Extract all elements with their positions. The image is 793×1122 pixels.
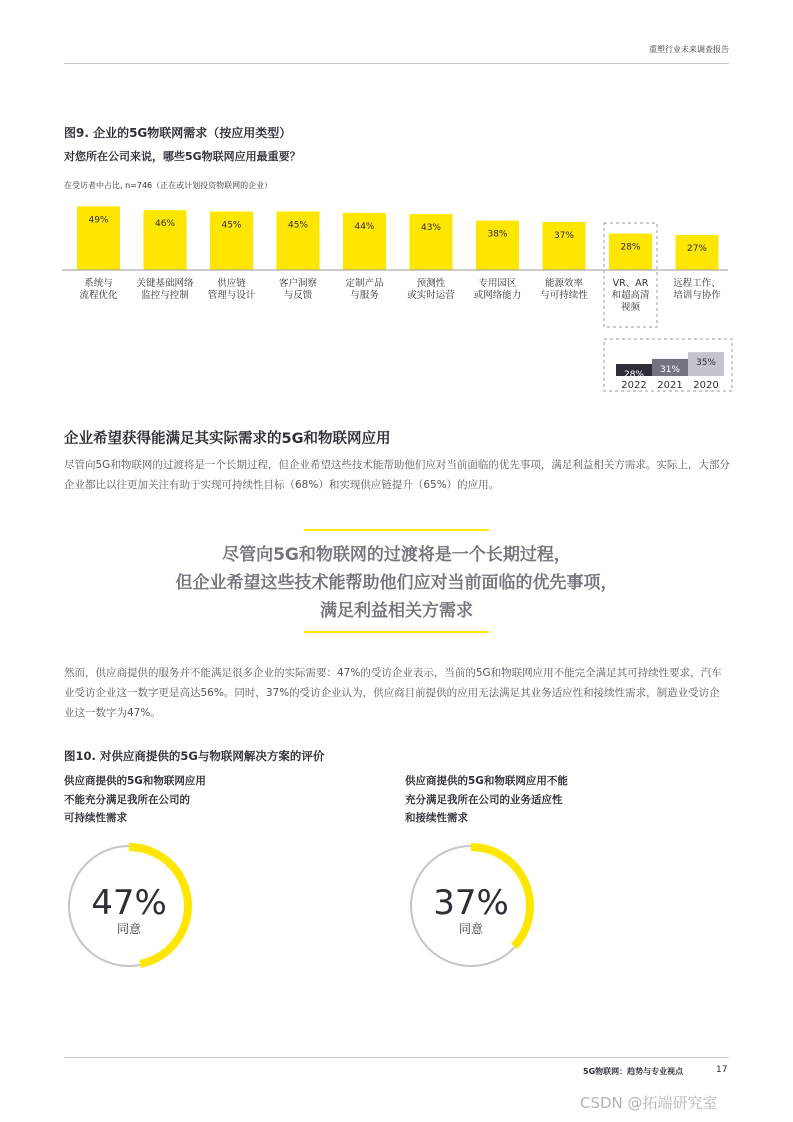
bar-value-label: 46% (154, 219, 176, 230)
category-label: 监控与控制 (141, 290, 189, 301)
category-label: 或实时运营 (407, 290, 455, 301)
category-label: 与可持续性 (540, 290, 588, 301)
pull-quote-line: 但企业希望这些技术能帮助他们应对当前面临的优先事项， (175, 573, 618, 593)
figure10-title: 图10. 对供应商提供的5G与物联网解决方案的评价 (64, 749, 325, 763)
bar-value-label: 38% (487, 229, 508, 240)
category-label: 系统与 (84, 278, 113, 289)
pull-quote (100, 541, 693, 625)
category-label: 专用园区 (478, 278, 517, 289)
page-number: 17 (716, 1065, 728, 1075)
category-label: VR、AR (612, 278, 649, 289)
category-label: 管理与设计 (207, 290, 256, 301)
trend-value-label: 31% (659, 364, 681, 375)
category-label: 预测性 (416, 278, 446, 289)
donut-caption-resilience (405, 772, 645, 828)
donut-caption-sustainability (64, 772, 284, 828)
caption-line: 充分满足我所在公司的业务适应性 (405, 793, 563, 806)
quote-rule-top (304, 529, 489, 531)
category-label: 与服务 (350, 290, 379, 301)
pull-quote-line: 尽管向5G和物联网的过渡将是一个长期过程， (222, 545, 571, 565)
category-label: 培训与协作 (673, 290, 721, 301)
watermark: CSDN @拓端研究室 (580, 1094, 718, 1112)
bar-value-label: 27% (686, 243, 708, 254)
quote-rule-bottom (304, 631, 489, 633)
bar-value-label: 43% (420, 223, 442, 234)
donut-value: 37% (433, 883, 509, 923)
bar-value-label: 45% (287, 220, 309, 231)
donut-value: 47% (91, 883, 167, 923)
donut-sublabel: 同意 (458, 922, 483, 936)
body-paragraph-1: 尽管向5G和物联网的过渡将是一个长期过程，但企业希望这些技术能帮助他们应对当前面临的优先事项，满足利益相关方需求。实际上，大部分企业都比以往更加关注有助于实现可持续性目标（68%）和实现供应链提升（65%）的应用。 (64, 459, 730, 491)
footer-divider (64, 1057, 729, 1058)
category-label: 或网络能力 (473, 290, 522, 301)
category-label: 定制产品 (345, 278, 384, 289)
category-label: 供应链 (217, 278, 246, 289)
caption-line: 不能充分满足我所在公司的 (64, 793, 190, 806)
bar (476, 221, 519, 270)
category-label: 视频 (620, 302, 641, 313)
bar-value-label: 37% (553, 230, 575, 241)
header-divider (64, 63, 729, 64)
figure9-bar-chart (60, 195, 740, 395)
caption-line: 可持续性需求 (64, 812, 127, 824)
category-label: 客户洞察 (278, 278, 318, 289)
category-label: 能源效率 (544, 278, 584, 289)
donut-chart-sustainability (66, 843, 192, 969)
trend-value-label: 28% (623, 370, 645, 380)
caption-line: 供应商提供的5G和物联网应用 (64, 775, 206, 787)
category-label: 远程工作、 (673, 278, 721, 289)
trend-year-label: 2022 (621, 380, 647, 391)
trend-year-label: 2020 (693, 380, 719, 391)
section-heading: 企业希望获得能满足其实际需求的5G和物联网应用 (64, 431, 391, 447)
caption-line: 供应商提供的5G和物联网应用不能 (405, 775, 568, 787)
figure9-note: 在受访者中占比, n=746（正在或计划投资物联网的企业） (64, 181, 273, 190)
bar-value-label: 28% (620, 242, 641, 253)
report-title: 重塑行业未来调查报告 (649, 45, 729, 54)
trend-value-label: 35% (695, 358, 717, 369)
body-paragraph-2: 然而，供应商提供的服务并不能满足很多企业的实际需要：47%的受访企业表示，当前的5G和物联网应用不能完全满足其可持续性要求，汽车业受访企业这一数字更是高达56%。同时，37%的受访企业认为，供应商目前提供的应用无法满足其业务适应性和接续性需求，制造业受访企业这一数字为47%。 (64, 667, 722, 719)
bar-value-label: 49% (88, 215, 109, 226)
figure9-question: 对您所在公司来说，哪些5G物联网应用最重要？ (64, 150, 301, 163)
caption-line: 和接续性需求 (405, 812, 468, 824)
footer-text: 5G物联网：趋势与专业视点 (583, 1067, 684, 1076)
figure9-title: 图9. 企业的5G物联网需求（按应用类型） (64, 126, 292, 140)
bar-value-label: 45% (221, 220, 242, 231)
category-label: 关键基础网络 (136, 278, 194, 289)
category-label: 和超高清 (611, 290, 650, 301)
category-label: 流程优化 (79, 290, 118, 301)
pull-quote-line: 满足利益相关方需求 (320, 601, 473, 621)
trend-year-label: 2021 (657, 380, 683, 391)
donut-chart-resilience (408, 843, 534, 969)
donut-sublabel: 同意 (116, 922, 141, 936)
bar (543, 222, 586, 270)
bar-value-label: 44% (354, 221, 375, 232)
category-label: 与反馈 (283, 290, 313, 301)
